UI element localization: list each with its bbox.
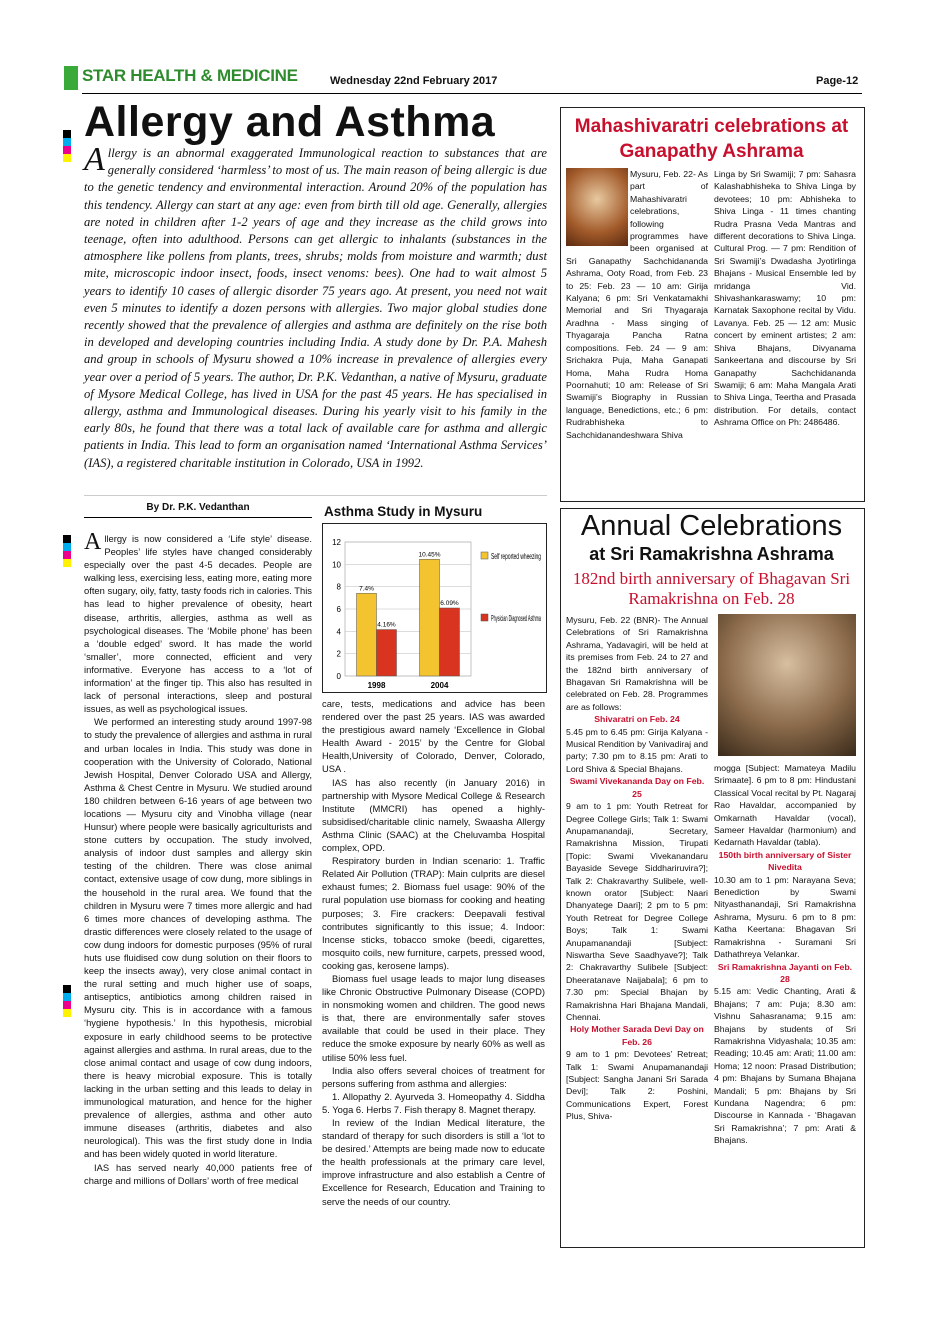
annual-headline: Annual Celebrations <box>580 510 843 542</box>
intro-dropcap: A <box>84 141 105 178</box>
y-tick-label: 10 <box>332 560 341 570</box>
x-tick-label: 2004 <box>430 681 449 690</box>
header-rule <box>82 93 862 94</box>
legend-label: Physician Diagnosed Asthma <box>491 613 542 623</box>
annual-paragraph: 5.45 pm to 6.45 pm: Girija Kalyana - Musical Rendition by Vanivadiraj and party; 7.30 pm to 8.15 pm: Arati to Lord Shiva & Special Bhajans. <box>566 726 708 774</box>
data-label: 6.09% <box>440 599 459 607</box>
bar <box>377 630 397 676</box>
section-head: Swami Vivekananda Day on Feb. 25 <box>569 776 705 799</box>
col2-paragraph: Respiratory burden in Indian scenario: 1. Traffic Related Air Pollution (TRAP): Main culprits are diesel exhaust fumes; 2. Biomass fuel usage: 90% of the rural population use biomass for cooking and heating purposes; 3. Fire crackers: Deepavali festival contributes significantly to this issue; 4. Indoor: Incense sticks, tobacco smoke (beedi, cigarettes, mosquito coils, new furniture, carpets, pressed wood, cooking gas, kerosene lamps). <box>322 855 545 971</box>
mahashivaratri-headline: Mahashivaratri celebrations at Ganapathy Ashrama <box>574 116 849 162</box>
section-head: Sri Ramakrishna Jayanti on Feb. 28 <box>717 961 853 984</box>
annual-paragraph: 9 am to 1 pm: Devotees’ Retreat; Talk 1: Swami Anupamanandaji [Subject: Sangha Janani Sri Sarada Devi]; Talk 2: Poshini, Communications Expert, Forest Plus, Shiva- <box>566 1049 708 1122</box>
ramakrishna-photo <box>718 614 856 756</box>
mahashivaratri-text-1: Mysuru, Feb. 22- As part of Mahashivaratri celebrations, following programmes have been organised at Sri Ganapathy Sachchidananda Ashrama, Ooty Road, from Feb. 23 to 25: Feb. 23 — 10 am: Girija Kalyana; 6 pm: Sri Venkatamakhi Memorial and Sri Thyagaraja Aradhna - Mass singing of Thyagaraja Pancha Ratna compositions. Feb. 24 — 9 am: Srichakra Puja, Maha Ganapati Homa, Maha Rudra Homa Poornahuti; 10 am: Release of Sri Swamiji’s Biography in Russian language, Benedictions, etc.; 6 pm: Rudrabhisheka to Sachchidanandeshwara Shiva <box>566 169 708 440</box>
data-label: 4.16% <box>377 621 396 629</box>
col2-paragraph: care, tests, medications and advice has been rendered over the past 25 years. IAS was awarded the prestigious award namely ‘Excellence in Global Health Award - 2015’ by the Centre for Global Health,University of Colorado, Denver, Colorado, USA . <box>322 698 545 775</box>
annual-paragraph: 5.15 am: Vedic Chanting, Arati & Bhajans; 7 am: Puja; 8.30 am: Vishnu Sahasranama; 9.15 am: Bhajans by students of Sri Ramakrishna Vidyashala; 10.35 am: Reading; 10.45 am: Arati; 11.00 am: Homa; 12 noon: Prasad Distribution; 4 pm: Bhajans by Sumana Bhajana Mandali; 5 pm: Bhajans by Sri Kundana Nagendra; 6 pm: Discourse in Kannada - ‘Bhagavan Sri Ramakrishna’; 7 pm: Arati & Bhajans. <box>714 986 856 1146</box>
annual-subheadline: at Sri Ramakrishna Ashrama <box>589 544 834 564</box>
mahashivaratri-text-2: Linga by Sri Swamiji; 7 pm: Sahasra Kalashabhisheka to Shiva Linga by devotees; 10 pm: Abhisheka to Shiva Linga - 11 times chanting Rudra Prasna Veda Mantras and different decorations to Shiva Linga. Cultural Prog. — 7 pm: Rendition of Sri Swamiji’s Dwadasha Jyotirlinga Bhajans - Musical Ensemble led by mridanga Vid. Shivashankaraswamy; 10 pm: Karnatak Saxophone recital by Vidu. Lavanya. Feb. 25 — 12 am: Music concert by eminent artistes; 2 am: Shiva Bhajans, Divyanama Sankeertana and discourse by Sri Ganapathy Sachchidananda Swamiji; 6 am: Maha Mangala Arati to Shiva Linga, Teertha and Prasada distribution. For details, contact Ashrama Office on Ph: 2486486. <box>714 169 856 428</box>
bar <box>420 559 440 676</box>
issue-date: Wednesday 22nd February 2017 <box>330 75 498 87</box>
bar <box>440 608 460 676</box>
y-tick-label: 8 <box>336 582 341 592</box>
asthma-chart <box>323 524 546 692</box>
data-label: 7.4% <box>359 585 374 593</box>
annual-intro: Mysuru, Feb. 22 (BNR)- The Annual Celebrations of Sri Ramakrishna Ashrama, Yadavagiri, will be held at its premises from Feb. 24 to 27 and the 182nd birth anniversary of Bhagavan Sri Ramakrishna will be celebrated on Feb. 28. Programmes are as follows: <box>566 615 708 712</box>
chart-title: Asthma Study in Mysuru <box>324 504 483 519</box>
legend-swatch <box>481 552 488 559</box>
col2-paragraph: In review of the Indian Medical literature, the standard of therapy for such disorders is still a ‘lot to be desired.’ Attempts are being made now to educate the health professionals at the primary care level, improve infrastructure and also establish a Centre of Excellence for Research, Education and Training to serve the needs of our country. <box>322 1117 545 1207</box>
data-label: 10.45% <box>418 551 441 559</box>
photo-spacer <box>566 168 630 248</box>
intro-divider <box>84 495 547 496</box>
masthead: STAR HEALTH & MEDICINE <box>82 66 298 85</box>
color-registration-mark <box>63 985 71 1017</box>
article-column-2 <box>322 697 545 1208</box>
x-tick-label: 1998 <box>367 681 386 690</box>
section-head: Holy Mother Sarada Devi Day on Feb. 26 <box>570 1024 704 1047</box>
annual-paragraph: 9 am to 1 pm: Youth Retreat for Degree College Girls; Talk 1: Swami Anupamanandaji, Secretary, Ramakrishna Mission, Tirupati [Topic: Swami Vivekanandaru Bayaside Sevege Siddhariruvira?]; Talk 2: Chakravarthy Sulibele, well-known orator [Subject: Naari Dhanyatege Daari]; 2 pm to 5 pm: Youth Retreat for Degree College Boys; Talk 1: Swami Anupamanandaji [Subject: Niswartha Seve Saadhyave?]; Talk 2: Chakravarthy Sulibele [Subject: Dheeratanave Naijabala]; 6 pm to 7.30 pm: Special Bhajan by Ramakrishna Hari Bhajana Mandali, Chennai. <box>566 801 708 1022</box>
y-tick-label: 6 <box>336 605 341 614</box>
article-intro <box>84 141 547 472</box>
col1-paragraph: IAS has served nearly 40,000 patients free of charge and millions of Dollars’ worth of free medical <box>84 1161 312 1186</box>
byline: By Dr. P.K. Vedanthan <box>146 502 250 513</box>
page-number: Page-12 <box>816 75 859 87</box>
y-tick-label: 4 <box>336 627 341 637</box>
section-head: 150th birth anniversary of Sister Nivedita <box>718 849 852 873</box>
annual-paragraph: mogga [Subject: Mamateya Madilu Srimaate]. 6 pm to 8 pm: Hindustani Classical Vocal recital by Pt. Nagaraj Rao Havaldar, accompanied by Omkarnath Havaldar (vocal), Sameer Havaldar (harmonium) and Kedarnath Havaldar (tabla). <box>714 763 856 848</box>
byline-rule <box>84 517 312 518</box>
col2-paragraph: India also offers several choices of treatment for persons suffering from asthma and allergies: <box>322 1064 545 1089</box>
col1-paragraph: llergy is now considered a ‘Life style’ disease. Peoples’ life styles have changed considerably especially over the past 4-5 decades. People are walking less, exercising less, eating more, eating more often sugary, oily, fatty, tasty foods rich in calories. This has lead to higher prevalence of obesity, heart disease, arthritis, allergies, asthma as well as psychological diseases. The ‘Mobile phone’ has been a ‘double edged’ sword. It has made the world ‘smaller’, more connected, efficient and very informative. Everyone has access to a ‘lot of information’ at the finger tip. This also has resulted in lack of personal interactions, sleep and postural issues, as well as psychological issues. <box>84 533 312 715</box>
y-tick-label: 2 <box>336 649 341 659</box>
y-tick-label: 12 <box>332 538 341 547</box>
y-tick-label: 0 <box>336 672 341 681</box>
article-headline: Allergy and Asthma <box>84 98 496 146</box>
color-registration-mark <box>63 535 71 567</box>
section-head: Shivaratri on Feb. 24 <box>594 714 680 725</box>
annual-paragraph: 10.30 am to 1 pm: Narayana Seva; Benediction by Swami Nityasthanandaji, Sri Ramakrishna Ashrama, Mysuru. 6 pm to 8 pm: Katha Keertana: Bhagavan Sri Ramakrishna - Suramani Sri Dathathreya Velankar. <box>714 874 856 960</box>
annual-red-headline: 182nd birth anniversary of Bhagavan Sri Ramakrishna on Feb. 28 <box>572 569 851 608</box>
color-registration-mark <box>63 130 71 162</box>
masthead-bar <box>64 66 78 90</box>
col2-paragraph: Biomass fuel usage leads to major lung diseases like Chronic Obstructive Pulmonary Disease (COPD) in nonsmoking women and children. The good news is that, there are environmentally safer stoves available that could be used in their place. They reduce the smoke exposure by nearly 60% as well as utilise 50% less fuel. <box>322 972 545 1063</box>
col2-paragraph: 1. Allopathy 2. Ayurveda 3. Homeopathy 4. Siddha 5. Yoga 6. Herbs 7. Fish therapy 8. Magnet therapy. <box>322 1090 545 1115</box>
legend-swatch <box>481 614 488 621</box>
mahashivaratri-col1 <box>566 168 708 441</box>
col1-paragraph: We performed an interesting study around 1997-98 to study the prevalence of allergies and asthma in rural and urban locales in India. This study was done in cooperation with the University of Colorado, National Jewish Hospital, Denver Colorado USA and Allergy, Asthma & Chest Centre in Mysuru. We studied around 180 children between 6-16 years of age between two locations — Mysuru city and Vinobha village (near Hunsur) where people were basically agriculturists and stone cutters by occupation. The study involved, analysis of indoor dust samples and allergy skin testing of the children. There was close animal contact, extensive usage of cow dung, more siblings in the household in the rural area. We found that the children in Mysuru were 7 times more allergic and had 6 times more chances of developing asthma. The drastic differences were closely related to the usage of cow dung indoors for domestic purposes (95% of rural huts use fluidised cow dung solution on their floors to keep the insects away), very close animal contact in the rural setting and much higher use of soaps, antiseptics, antibiotics among children raised in Mysuru city. This is in accordance with a famous ‘hygiene hypothesis.’ In this hypothesis, microbial exposure in early childhood seems to be protective against allergies and asthma. In rural areas, due to the close animal contact and usage of cow dung indoors, there is heavy microbial exposure. This is totally lacking in the urban setting and this leads to delay in immunological maturation, and hence for the higher prevalence of allergies, asthma and other auto immune diseases (arthritis, diabetes and also neurological). This was the first study done in India and has been widely quoted in world literature. <box>84 716 312 1160</box>
article-column-1 <box>84 529 312 1187</box>
legend-label: Self reported wheezing <box>491 551 542 561</box>
col2-paragraph: IAS has also recently (in January 2016) in partnership with Mysore Medical College & Research Institute (MMCRI) has opened a highly-subsidised/charitable clinic namely, Swaasha Allergy Asthma Clinic (SAAC) at the Cheluvamba Hospital complex, OPD. <box>322 776 545 854</box>
bar <box>357 593 377 676</box>
annual-col1 <box>566 614 708 1123</box>
chart-frame <box>322 523 547 693</box>
annual-col2 <box>714 762 856 1147</box>
col1-dropcap: A <box>84 529 102 555</box>
mahashivaratri-col2 <box>714 168 856 429</box>
intro-text: llergy is an abnormal exaggerated Immunological reaction to substances that are generally considered ‘harmless’ to most of us. The main reason of being allergic is due to the genetic tendency and environmental interaction. Around 20% of the population has this tendency. Allergy can start at any age: even from birth till old age. Generally, allergies are noted in children after 1-2 years of age and they increase as the child grows into teenage, often into adulthood. Persons can get allergic to inhalants (substances in the atmosphere like pollens from plants, trees, shrubs; molds from moisture and warmth; dust mite, microscopic indoor insect, foods, insect venoms: bees). One had to wait almost 5 years to identify 10 cases of allergic disorder 75 years ago. At present, you need not wait even 5 minutes to identify a dozen persons with allergies. Two major global studies done recently showed that the prevalence of allergies and asthma are definitely on the rise both in developed and developing countries including India. A study done by Dr. P.A. Mahesh and group in schools of Mysuru showed a 10% increase in prevalence of allergies every year over a period of 5 years. The author, Dr. P.K. Vedanthan, a native of Mysuru, graduate of Mysore Medical College, has lived in USA for the past 45 years. He has specialised in allergy, asthma and Immunological diseases. During his yearly visit to his family in the early 80s, he found that there was a total lack of available care for asthma and allergic patients in India. This lead to form an organisation named ‘International Asthma Services’ (IAS), a registered charitable institution in Colorado, USA in 1992. <box>84 146 547 470</box>
